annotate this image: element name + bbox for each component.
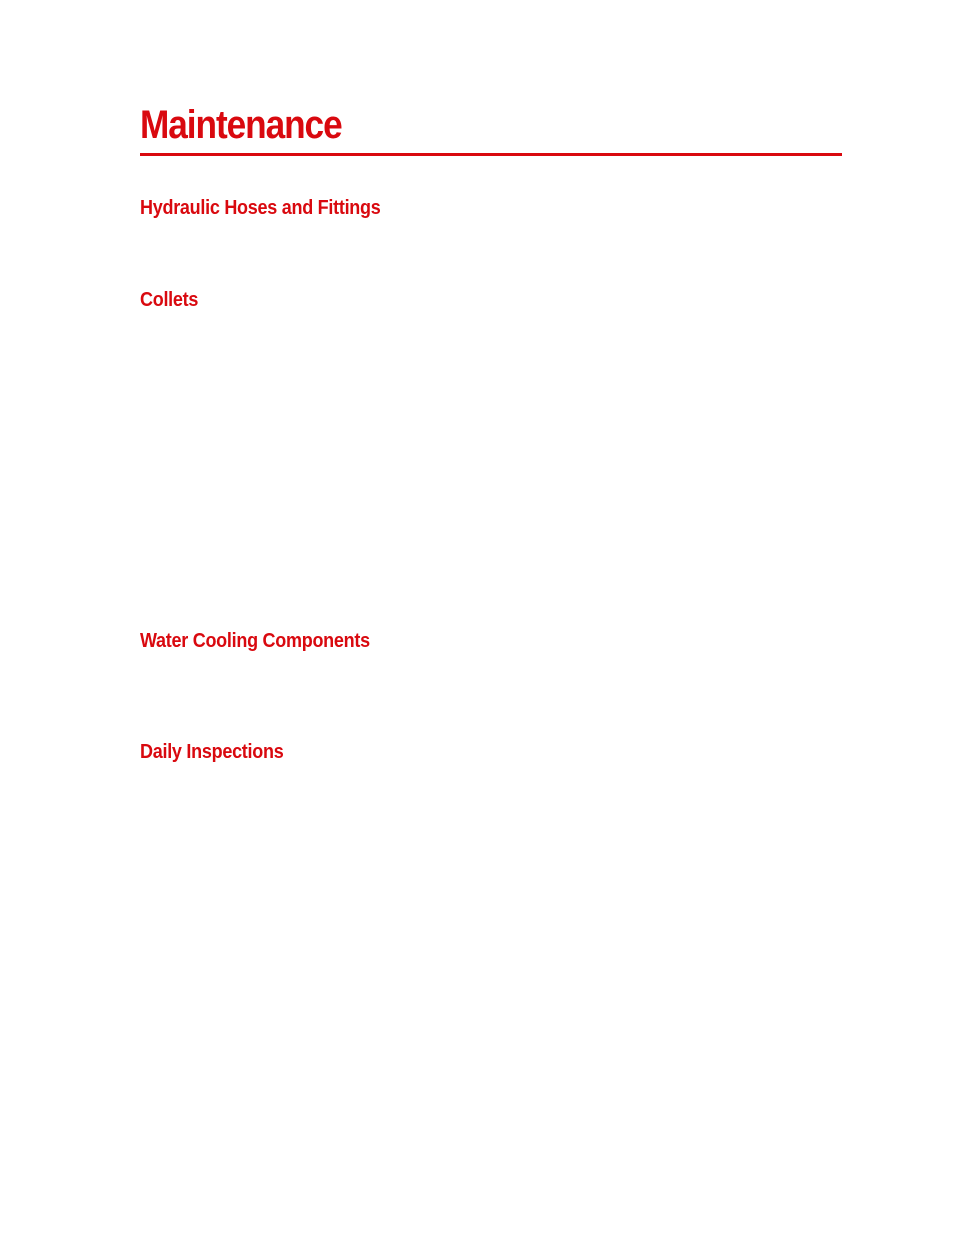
section-heading-hydraulic-hoses: Hydraulic Hoses and Fittings (140, 197, 381, 219)
section-heading-water-cooling: Water Cooling Components (140, 630, 370, 652)
section-heading-daily-inspections: Daily Inspections (140, 741, 284, 763)
page-title: Maintenance (140, 103, 342, 147)
title-divider (140, 153, 842, 156)
section-heading-collets: Collets (140, 289, 199, 311)
